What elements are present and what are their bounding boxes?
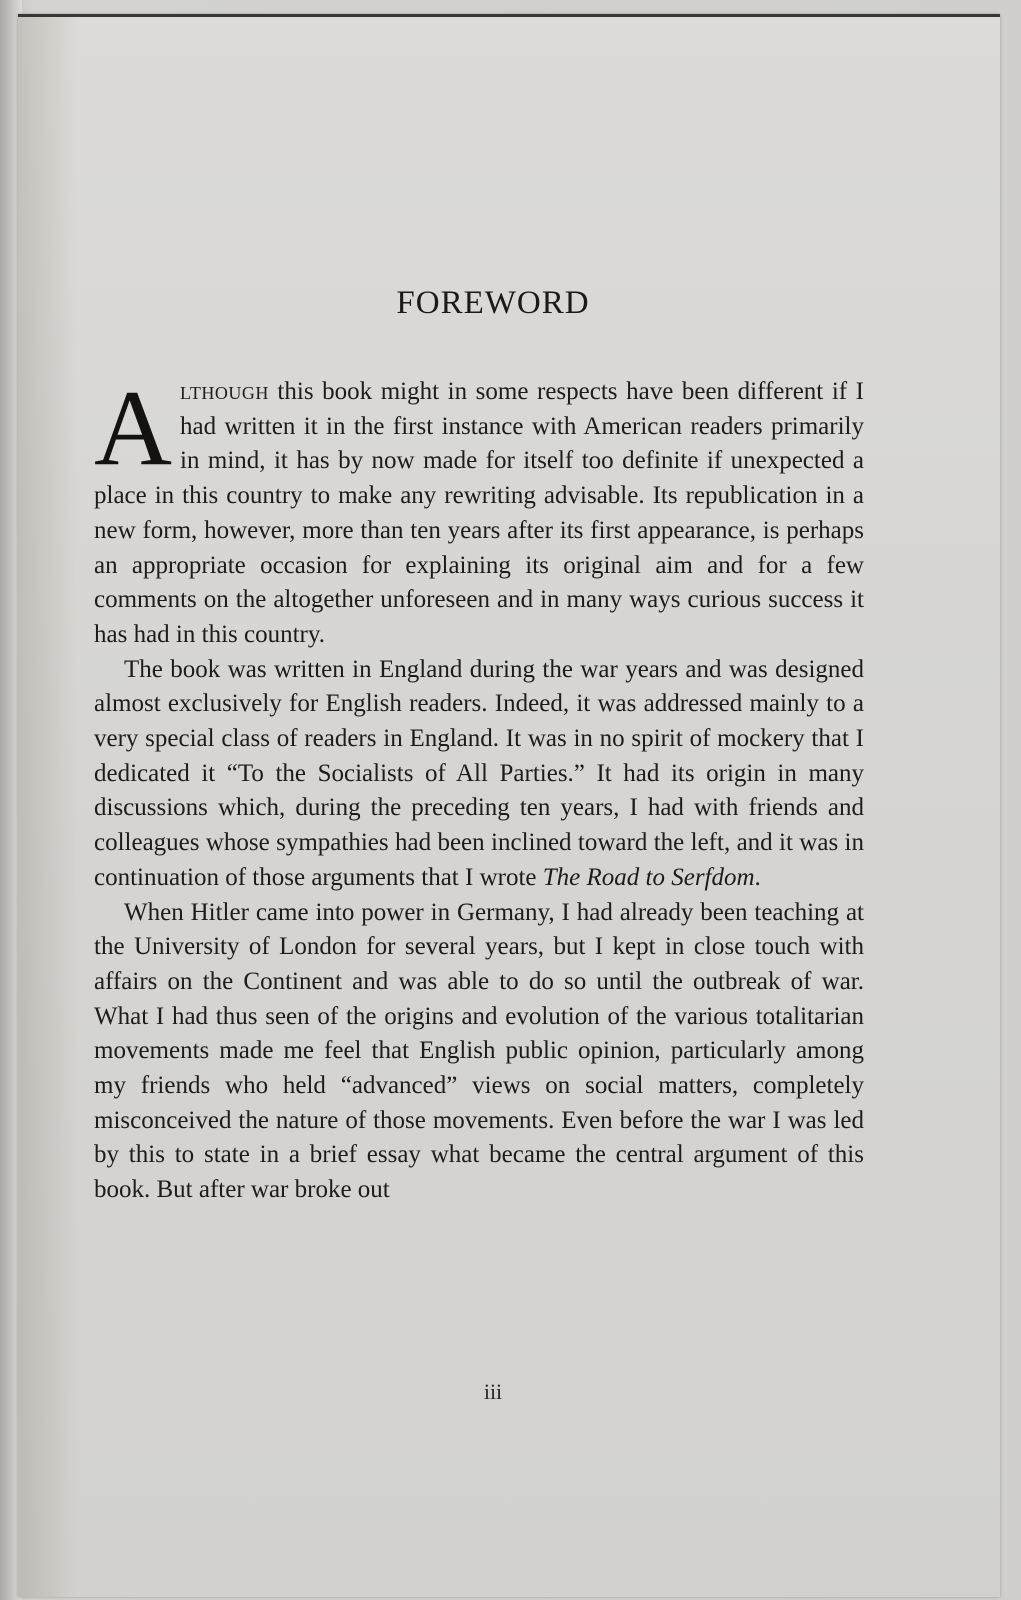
paragraph-1-text: this book might in some respects have been different if I had written it in the first instance with American readers primarily in mind, it has by now made for itself too definite if unexpected a place in this country to make any rewriting advisable. Its republication in a new form, however, more than ten years after its first appearance, is perhaps an appropriate occasion for explaining its original aim and for a few comments on the altogether unforeseen and in many ways curious success it has had in this country.: [94, 378, 864, 648]
gutter-shadow: [18, 17, 78, 1597]
paragraph-3-text: When Hitler came into power in Germany, I had already been teaching at the University of London for several years, but I kept in close touch with affairs on the Continent and was able to do so until the outbreak of war. What I had thus seen of the origins and evolution of the various totalitarian movements made me feel that English public opinion, particularly among my friends who held “advanced” views on social matters, completely misconceived the nature of those movements. Even before the war I was led by this to state in a brief essay what became the central argument of this book. But after war broke out: [94, 898, 864, 1204]
paragraph-2-text: The book was written in England during the war years and was designed almost exclusively for English readers. Indeed, it was addressed mainly to a very special class of readers in England. It was in no spirit of mockery that I dedicated it “To the Socialists of All Parties.” It had its origin in many discussions which, during the preceding ten years, I had with friends and colleagues whose sympathies had been inclined toward the left, and it was in continuation of those arguments that I wrote: [94, 655, 864, 891]
paragraph-1: [94, 369, 864, 653]
book-title: The Road to Serfdom: [542, 863, 755, 891]
book-page: [18, 14, 1000, 1597]
page-number: iii: [483, 1379, 503, 1404]
paragraph-3: [94, 896, 864, 1208]
chapter-heading: FOREWORD: [396, 285, 590, 321]
book-title-period: .: [754, 863, 761, 891]
opening-word: lthough: [180, 378, 269, 405]
body-text: [94, 369, 864, 1208]
paragraph-2: [94, 653, 864, 896]
drop-cap: A: [94, 369, 172, 488]
